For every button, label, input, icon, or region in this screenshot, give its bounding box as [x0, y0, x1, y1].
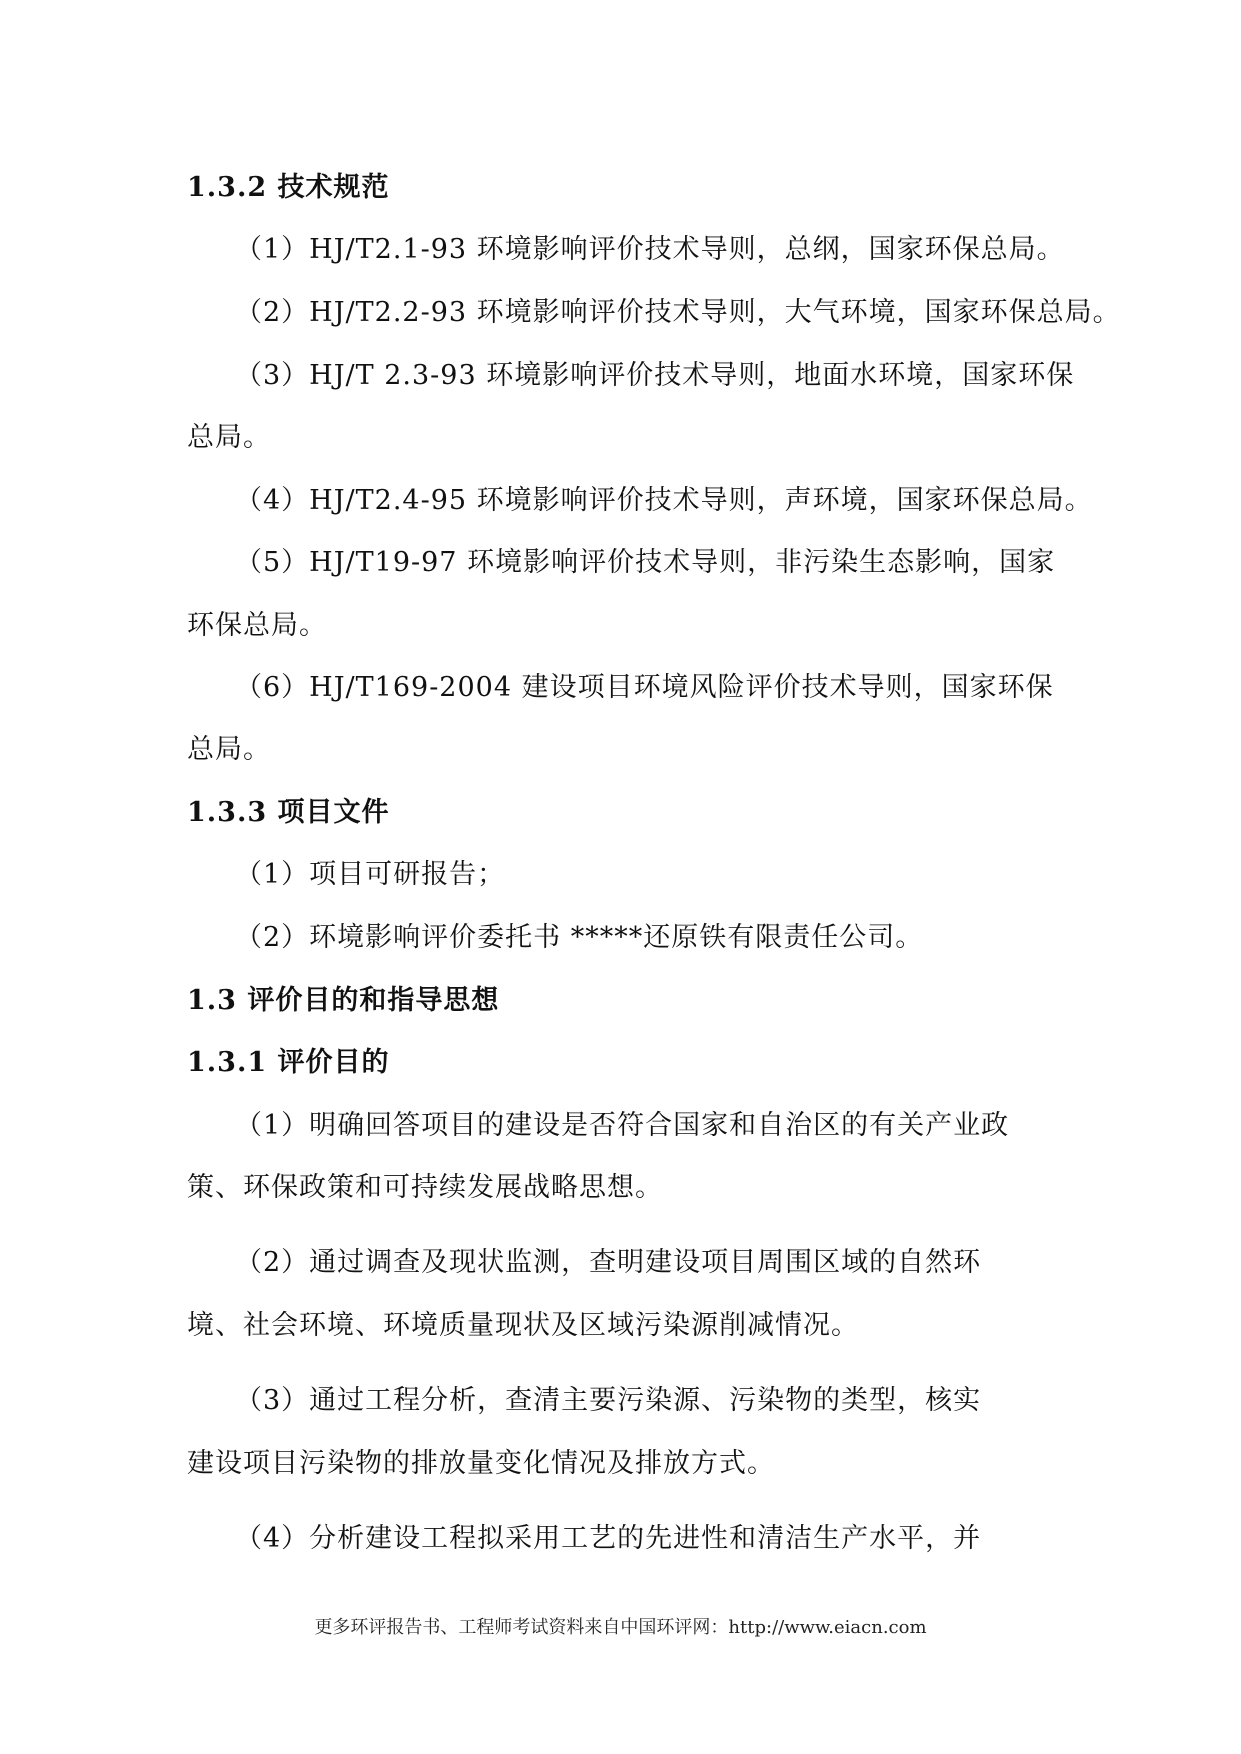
paragraph-line: （4）分析建设工程拟采用工艺的先进性和清洁生产水平，并: [235, 1523, 982, 1554]
paragraph-continuation-line: 境、社会环境、环境质量现状及区域污染源削减情况。: [187, 1310, 859, 1341]
section-heading-1-3: 1.3 评价目的和指导思想: [187, 985, 500, 1016]
paragraph-continuation-line: 环保总局。: [187, 610, 327, 641]
section-heading-1-3-3: 1.3.3 项目文件: [187, 797, 390, 828]
paragraph-line: （2）HJ/T2.2-93 环境影响评价技术导则，大气环境，国家环保总局。: [235, 297, 1121, 328]
paragraph-line: （2）通过调查及现状监测，查明建设项目周围区域的自然环: [235, 1247, 982, 1278]
paragraph-continuation-line: 总局。: [187, 734, 271, 765]
paragraph-line: （3）通过工程分析，查清主要污染源、污染物的类型，核实: [235, 1385, 982, 1416]
footer-source-note: 更多环评报告书、工程师考试资料来自中国环评网：http://www.eiacn.com: [314, 1617, 927, 1638]
paragraph-line: （2）环境影响评价委托书 *****还原铁有限责任公司。: [235, 922, 924, 953]
paragraph-line: （1）HJ/T2.1-93 环境影响评价技术导则，总纲，国家环保总局。: [235, 234, 1065, 265]
paragraph-continuation-line: 策、环保政策和可持续发展战略思想。: [187, 1172, 663, 1203]
section-heading-1-3-2: 1.3.2 技术规范: [187, 172, 390, 203]
paragraph-line: （5）HJ/T19-97 环境影响评价技术导则，非污染生态影响，国家: [235, 547, 1056, 578]
paragraph-continuation-line: 建设项目污染物的排放量变化情况及排放方式。: [187, 1448, 775, 1479]
section-heading-1-3-1: 1.3.1 评价目的: [187, 1047, 390, 1078]
paragraph-line: （6）HJ/T169-2004 建设项目环境风险评价技术导则，国家环保: [235, 672, 1054, 703]
paragraph-continuation-line: 总局。: [187, 422, 271, 453]
paragraph-line: （3）HJ/T 2.3-93 环境影响评价技术导则，地面水环境，国家环保: [235, 360, 1075, 391]
paragraph-line: （4）HJ/T2.4-95 环境影响评价技术导则，声环境，国家环保总局。: [235, 485, 1093, 516]
paragraph-line: （1）明确回答项目的建设是否符合国家和自治区的有关产业政: [235, 1110, 1010, 1141]
paragraph-line: （1）项目可研报告；: [235, 859, 506, 890]
